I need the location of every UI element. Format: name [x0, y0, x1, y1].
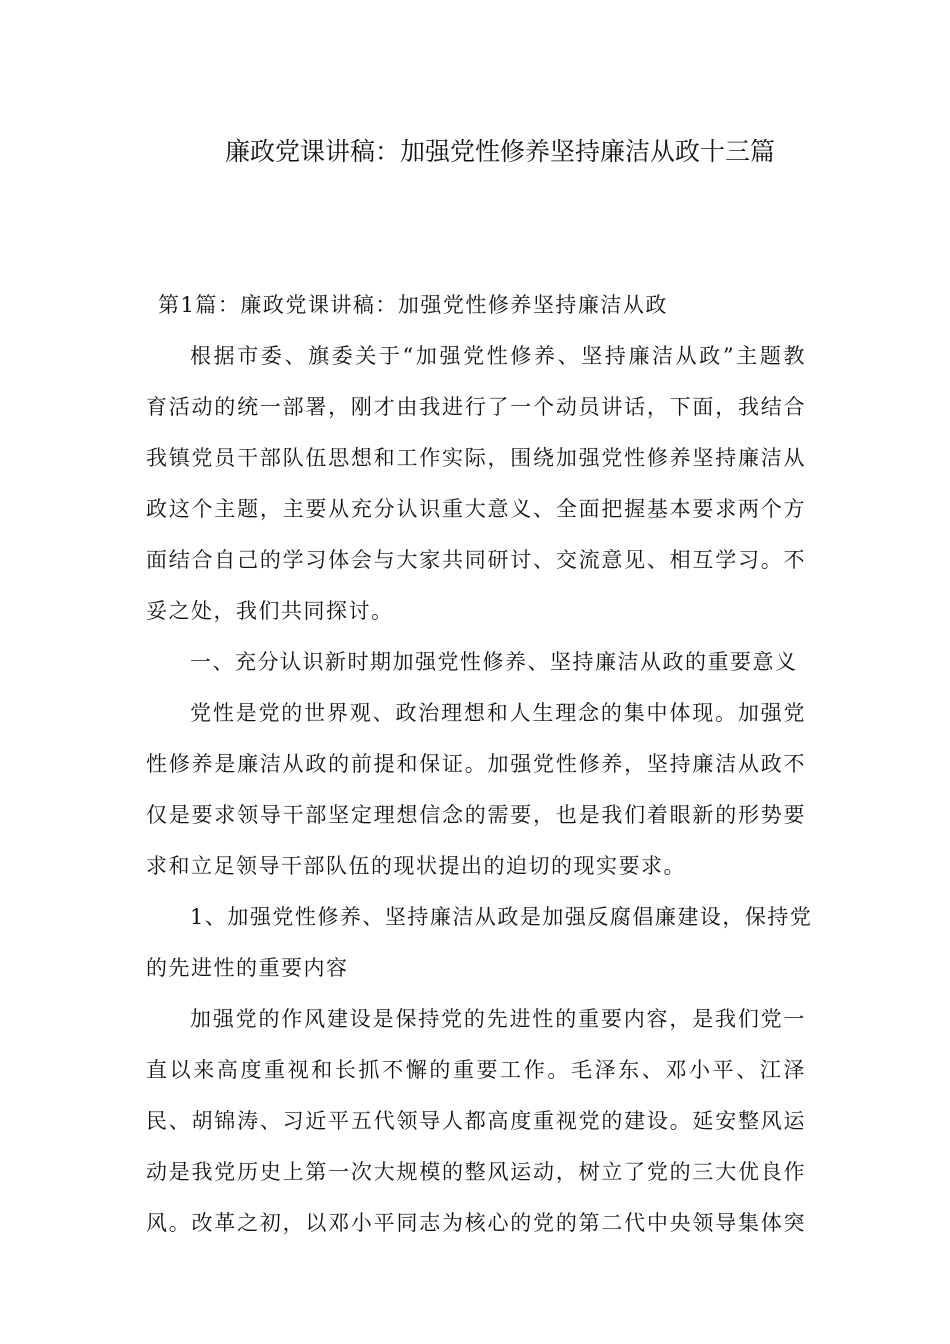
paragraph-line: 性修养是廉洁从政的前提和保证。加强党性修养，坚持廉洁从政不 — [146, 752, 806, 776]
paragraph-line: 面结合自己的学习体会与大家共同研讨、交流意见、相互学习。不 — [146, 548, 806, 572]
paragraph-line: 民、胡锦涛、习近平五代领导人都高度重视党的建设。延安整风运 — [146, 1109, 806, 1133]
paragraph-line: 加强党的作风建设是保持党的先进性的重要内容，是我们党一 — [190, 1007, 806, 1031]
paragraph-line: 党性是党的世界观、政治理想和人生理念的集中体现。加强党 — [190, 701, 806, 725]
paragraph-line: 政这个主题，主要从充分认识重大意义、全面把握基本要求两个方 — [146, 497, 806, 521]
subsection-heading-continued: 的先进性的重要内容 — [146, 956, 349, 980]
paragraph-line: 我镇党员干部队伍思想和工作实际，围绕加强党性修养坚持廉洁从 — [146, 446, 806, 470]
section-heading: 一、充分认识新时期加强党性修养、坚持廉洁从政的重要意义 — [190, 650, 798, 674]
subsection-heading: 1、加强党性修养、坚持廉洁从政是加强反腐倡廉建设，保持党 — [190, 905, 813, 929]
paragraph-line: 育活动的统一部署，刚才由我进行了一个动员讲话，下面，我结合 — [146, 395, 806, 419]
document-body — [146, 280, 813, 1249]
paragraph-line: 风。改革之初，以邓小平同志为核心的党的第二代中央领导集体突 — [146, 1211, 806, 1235]
paragraph-line: 妥之处，我们共同探讨。 — [146, 599, 394, 623]
paragraph-line: 求和立足领导干部队伍的现状提出的迫切的现实要求。 — [146, 854, 686, 878]
paragraph-line: 仅是要求领导干部坚定理想信念的需要，也是我们着眼新的形势要 — [146, 803, 806, 827]
paragraph-line: 根据市委、旗委关于“加强党性修养、坚持廉洁从政”主题教 — [190, 344, 806, 368]
paragraph-line: 直以来高度重视和长抓不懈的重要工作。毛泽东、邓小平、江泽 — [146, 1058, 806, 1082]
chapter-heading: 第1篇：廉政党课讲稿：加强党性修养坚持廉洁从政 — [158, 293, 668, 317]
document-title: 廉政党课讲稿：加强党性修养坚持廉洁从政十三篇 — [224, 137, 775, 166]
paragraph-line: 动是我党历史上第一次大规模的整风运动，树立了党的三大优良作 — [146, 1160, 806, 1184]
